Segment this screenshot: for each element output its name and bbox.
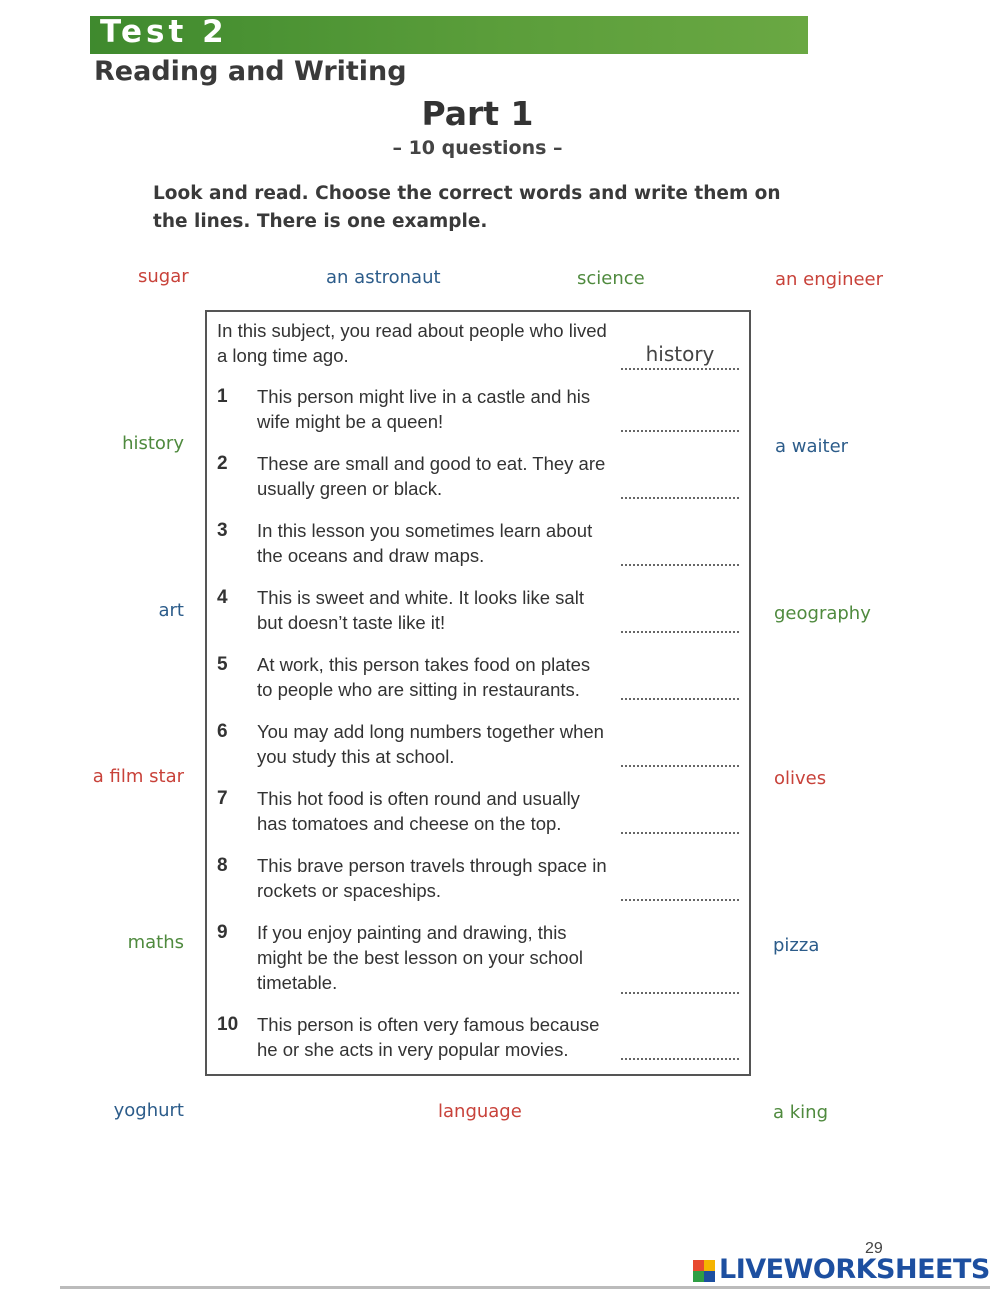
answer-line[interactable]	[621, 696, 739, 700]
question-count: – 10 questions –	[392, 137, 563, 159]
answer-line[interactable]	[621, 763, 739, 767]
word-option: a film star	[92, 766, 184, 787]
example-text: In this subject, you read about people who lived a long time ago.	[217, 320, 607, 366]
word-option: pizza	[773, 935, 820, 956]
word-option: science	[577, 268, 645, 289]
example-answer: history	[621, 340, 739, 370]
brand-name: LIVEWORKSHEETS	[719, 1254, 990, 1285]
question-text: This brave person travels through space in rockets or spaceships.	[257, 855, 607, 901]
question-number: 4	[217, 587, 228, 608]
answer-line[interactable]	[621, 562, 739, 566]
word-option: a waiter	[775, 436, 849, 457]
answer-line[interactable]	[621, 495, 739, 499]
question-text: This is sweet and white. It looks like salt but doesn’t taste like it!	[257, 587, 584, 633]
question-box	[205, 310, 751, 1076]
question-number: 2	[217, 453, 228, 474]
answer-line[interactable]	[621, 990, 739, 994]
word-option: history	[122, 433, 184, 454]
word-option: an astronaut	[326, 267, 441, 288]
answer-line[interactable]	[621, 629, 739, 633]
word-option: a king	[773, 1102, 829, 1123]
section-title: Reading and Writing	[94, 56, 407, 87]
question-number: 5	[217, 654, 228, 675]
liveworksheets-logo-icon	[693, 1260, 715, 1282]
answer-line[interactable]	[621, 897, 739, 901]
question-text: At work, this person takes food on plates to people who are sitting in restaurants.	[257, 654, 591, 700]
word-option: yoghurt	[113, 1100, 184, 1121]
word-option: maths	[127, 932, 184, 953]
question-text: In this lesson you sometimes learn about the oceans and draw maps.	[257, 520, 593, 566]
question-number: 7	[217, 788, 228, 809]
word-option: an engineer	[775, 269, 884, 290]
answer-line[interactable]	[621, 428, 739, 432]
part-title: Part 1	[421, 94, 534, 133]
answer-line[interactable]	[621, 1056, 739, 1060]
question-number: 10	[217, 1014, 239, 1035]
question-number: 1	[217, 386, 228, 407]
question-number: 3	[217, 520, 228, 541]
question-text: This hot food is often round and usually has tomatoes and cheese on the top.	[257, 788, 580, 834]
word-option: language	[438, 1101, 522, 1122]
test-label: Test 2	[100, 14, 228, 50]
answer-line[interactable]	[621, 830, 739, 834]
question-text: This person is often very famous because he or she acts in very popular movies.	[257, 1014, 600, 1060]
question-number: 8	[217, 855, 228, 876]
footer-divider	[60, 1286, 990, 1289]
word-option: olives	[774, 768, 827, 789]
question-text: This person might live in a castle and his wife might be a queen!	[257, 386, 591, 432]
question-text: These are small and good to eat. They are usually green or black.	[257, 453, 606, 499]
question-number: 9	[217, 922, 228, 943]
word-option: geography	[774, 603, 871, 624]
word-option: art	[158, 600, 184, 621]
question-text: If you enjoy painting and drawing, this might be the best lesson on your school timetable.	[257, 922, 583, 993]
page-number: 29	[865, 1240, 883, 1257]
instructions: Look and read. Choose the correct words and write them on the lines. There is one example.	[153, 183, 781, 232]
question-text: You may add long numbers together when you study this at school.	[257, 721, 604, 767]
word-option: sugar	[138, 266, 189, 287]
question-number: 6	[217, 721, 228, 742]
